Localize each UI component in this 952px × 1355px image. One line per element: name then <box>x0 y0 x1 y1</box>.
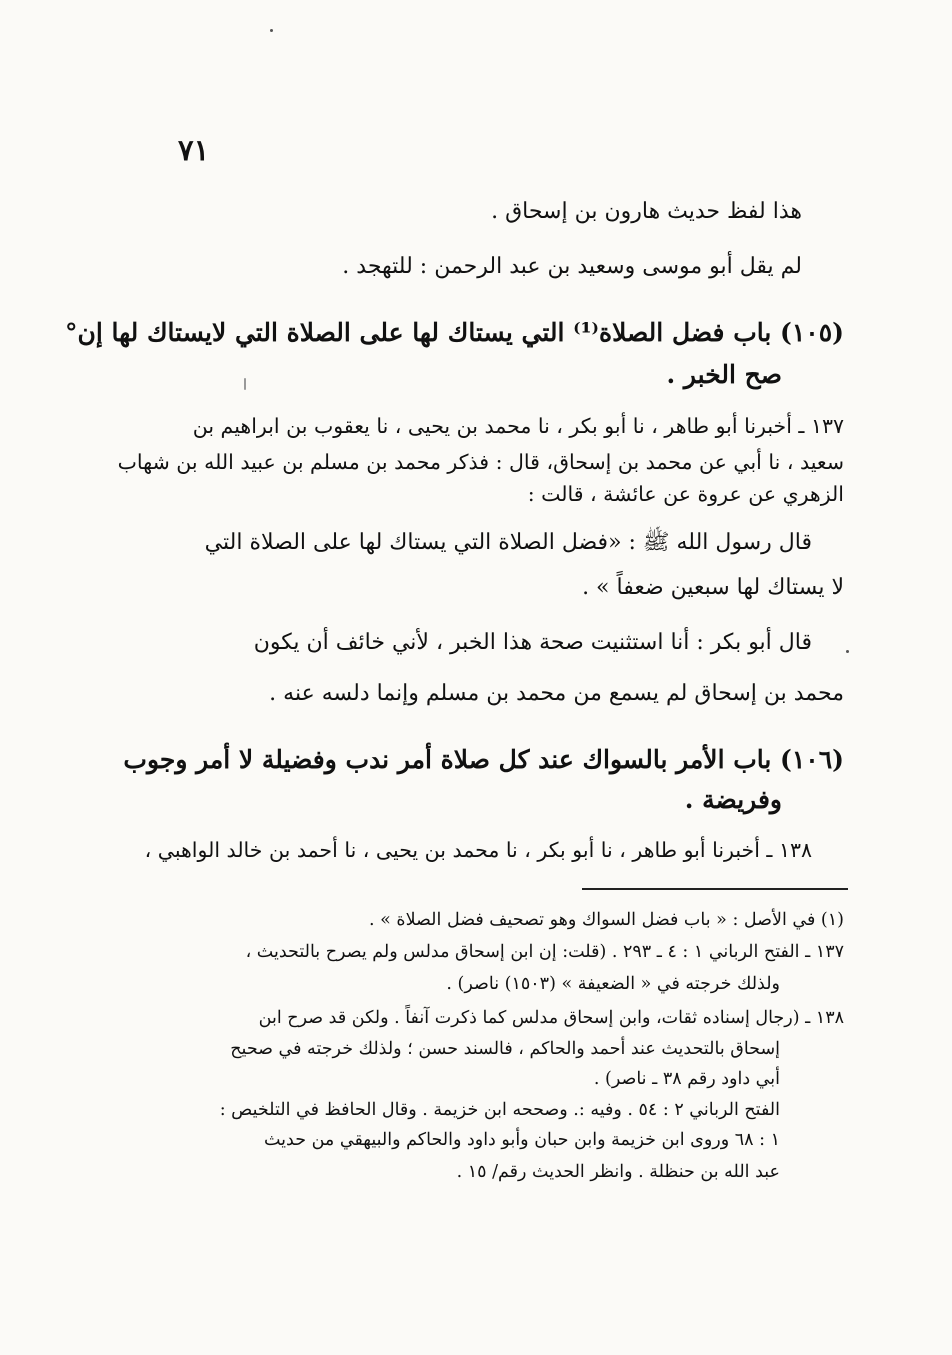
scan-speck <box>244 378 246 390</box>
footnote-137-line-2: ولذلك خرجته في « الضعيفة » (١٥٠٣) ناصر) . <box>446 974 780 994</box>
footnote-138-line-4: الفتح الرباني ٢ : ٥٤ . وفيه :. وصححه ابن خزيمة . وقال الحافظ في التلخيص : <box>219 1100 780 1120</box>
footnote-1: (١) في الأصل : « باب فضل السواك وهو تصحيف فضل الصلاة » . <box>369 910 844 930</box>
page-number: ٧١ <box>178 133 210 167</box>
footnote-138-line-2: إسحاق بالتحديث عند أحمد والحاكم ، فالسند حسن ؛ ولذلك خرجته في صحيح <box>230 1039 780 1059</box>
chapter-105-heading-line-1: (١٠٥) باب فضل الصلاة⁽¹⁾ التي يستاك لها على الصلاة التي لايستاك لها إن° <box>64 318 844 347</box>
hadith-137-matn-line-1: قال رسول الله ﷺ : «فضل الصلاة التي يستاك لها على الصلاة التي <box>204 530 812 555</box>
scan-speck <box>270 29 273 32</box>
hadith-137-isnad-line-1: ١٣٧ ـ أخبرنا أبو طاهر ، نا أبو بكر ، نا محمد بن يحيى ، نا يعقوب بن ابراهيم بن <box>192 414 844 438</box>
chapter-106-heading-line-2: وفريضة . <box>684 785 782 814</box>
chapter-106-heading-line-1: (١٠٦) باب الأمر بالسواك عند كل صلاة أمر ندب وفضيلة لا أمر وجوب <box>123 745 844 774</box>
hadith-137-isnad-line-3: الزهري عن عروة عن عائشة ، قالت : <box>527 482 844 506</box>
footnote-138-line-3: أبي داود رقم ٣٨ ـ ناصر) . <box>593 1069 780 1089</box>
scan-speck <box>846 650 849 653</box>
hadith-137-comment-line-2: محمد بن إسحاق لم يسمع من محمد بن مسلم وإنما دلسه عنه . <box>269 681 844 706</box>
intro-line-2: لم يقل أبو موسى وسعيد بن عبد الرحمن : للتهجد . <box>342 254 802 279</box>
footnote-138-line-5: ١ : ٦٨ وروى ابن خزيمة وابن حبان وأبو داود والحاكم والبيهقي من حديث <box>263 1130 780 1150</box>
footnote-138-line-1: ١٣٨ ـ (رجال إسناده ثقات، وابن إسحاق مدلس كما ذكرت آنفاً . ولكن قد صرح ابن <box>258 1008 844 1028</box>
hadith-137-comment-line-1: قال أبو بكر : أنا استثنيت صحة هذا الخبر ، لأني خائف أن يكون <box>253 630 812 655</box>
footnote-divider <box>582 888 848 890</box>
footnote-138-line-6: عبد الله بن حنظلة . وانظر الحديث رقم/ ١٥ . <box>456 1162 780 1182</box>
hadith-137-matn-line-2: لا يستاك لها سبعين ضعفاً » . <box>582 575 844 600</box>
intro-line-1: هذا لفظ حديث هارون بن إسحاق . <box>491 199 802 224</box>
hadith-138-isnad-line-1: ١٣٨ ـ أخبرنا أبو طاهر ، نا أبو بكر ، نا محمد بن يحيى ، نا أحمد بن خالد الواهبي ، <box>144 838 812 862</box>
footnote-137-line-1: ١٣٧ ـ الفتح الرباني ١ : ٤ ـ ٢٩٣ . (قلت: إن ابن إسحاق مدلس ولم يصرح بالتحديث ، <box>245 942 844 962</box>
chapter-105-heading-line-2: صح الخبر . <box>666 360 782 389</box>
hadith-137-isnad-line-2: سعيد ، نا أبي عن محمد بن إسحاق، قال : فذكر محمد بن مسلم بن عبيد الله بن شهاب <box>117 450 844 474</box>
